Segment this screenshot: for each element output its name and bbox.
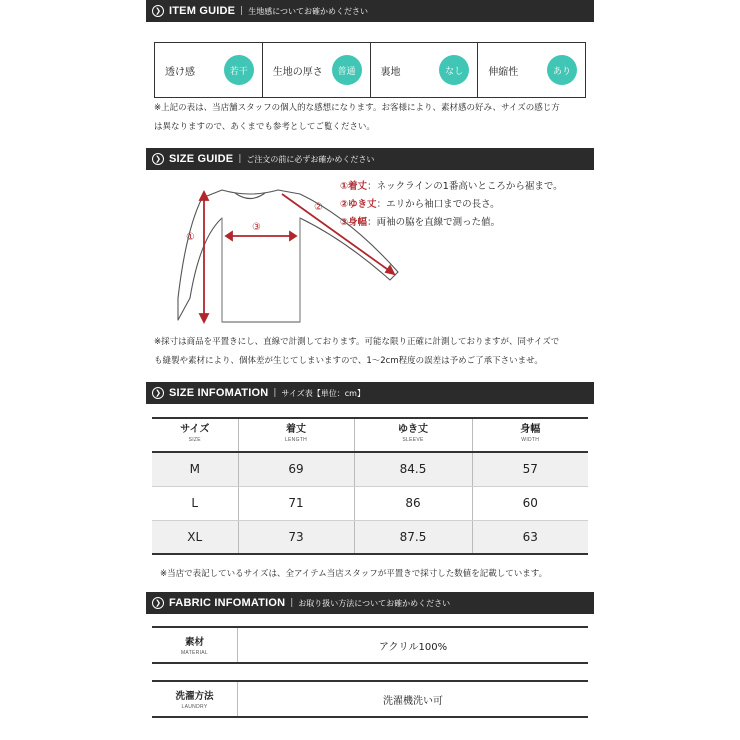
table-row xyxy=(152,520,588,554)
guide-label: 透け感 xyxy=(165,66,195,78)
guide-badge: 普通 xyxy=(332,55,362,85)
cell-size: XL xyxy=(152,520,238,554)
header-length: 着丈 LENGTH xyxy=(238,418,354,452)
cell-size: M xyxy=(152,452,238,486)
fabric-key-en: MATERIAL xyxy=(180,650,209,656)
size-info-note: ※当店で表記しているサイズは、全アイテム当店スタッフが平置きで採寸した数値を記載しています。 xyxy=(160,569,548,579)
cell-sleeve: 87.5 xyxy=(354,520,472,554)
section-title: SIZE INFOMATION xyxy=(169,387,269,399)
guide-label: 裏地 xyxy=(380,66,401,78)
section-subtitle: お取り扱い方法についてお確かめください xyxy=(298,598,451,608)
guide-badge: 若干 xyxy=(224,55,254,85)
guide-label: 伸縮性 xyxy=(488,66,519,78)
item-guide-table xyxy=(154,42,586,98)
guide-cell-thickness xyxy=(263,43,371,97)
header-size: サイズ SIZE xyxy=(180,424,210,443)
fabric-value: 洗濯機洗い可 xyxy=(383,695,443,707)
fabric-value: アクリル100% xyxy=(378,641,448,653)
cell-width: 60 xyxy=(472,486,588,520)
section-title: SIZE GUIDE xyxy=(169,153,234,165)
size-table xyxy=(152,417,588,555)
section-subtitle: サイズ表【単位：cm】 xyxy=(281,388,365,398)
fabric-info-header: ❯ FABRIC INFOMATION | お取り扱い方法についてお確かめください xyxy=(146,592,594,614)
cell-sleeve: 84.5 xyxy=(354,452,472,486)
section-title: FABRIC INFOMATION xyxy=(169,597,286,609)
cell-length: 73 xyxy=(238,520,354,554)
fabric-key: 素材 xyxy=(184,637,204,648)
size-info-header: ❯ SIZE INFOMATION | サイズ表【単位：cm】 xyxy=(146,382,594,404)
cell-sleeve: 86 xyxy=(354,486,472,520)
guide-badge: あり xyxy=(547,55,577,85)
item-guide-note: ※上記の表は、当店舗スタッフの個人的な感想になります。お客様により、素材感の好み、サイズの感じ方 は異なりますので、あくまでも参考としてご覧ください。 xyxy=(154,103,560,132)
guide-badge: なし xyxy=(439,55,469,85)
marker-2: ② xyxy=(314,202,323,213)
guide-cell-stretch xyxy=(478,43,585,97)
header-width: 身幅 WIDTH xyxy=(472,418,588,452)
guide-cell-lining xyxy=(371,43,479,97)
description-sleeve: ②ゆき丈：エリから袖口までの長さ。 xyxy=(340,199,500,210)
guide-cell-sheerness xyxy=(155,43,263,97)
table-header-row xyxy=(152,418,588,452)
item-guide-header: ❯ ITEM GUIDE | 生地感についてお確かめください xyxy=(146,0,594,22)
size-guide-note: ※採寸は商品を平置きにし、直線で計測しております。可能な限り正確に計測しておりますが、同サイズで も縫製や素材により、個体差が生じてしまいますので、1〜2cm程度の誤差は予めご了承下さいませ。 xyxy=(154,337,560,366)
description-length: ①着丈：ネックラインの1番高いところから裾まで。 xyxy=(340,181,563,192)
fabric-key-en: LAUNDRY xyxy=(181,704,208,710)
fabric-row-laundry xyxy=(152,680,588,718)
cell-width: 63 xyxy=(472,520,588,554)
marker-3: ③ xyxy=(252,222,261,233)
section-title: ITEM GUIDE xyxy=(169,5,236,17)
table-row xyxy=(152,452,588,486)
cell-size: L xyxy=(152,486,238,520)
chevron-right-icon: ❯ xyxy=(152,5,164,17)
chevron-right-icon: ❯ xyxy=(152,153,164,165)
chevron-right-icon: ❯ xyxy=(152,597,164,609)
marker-1: ① xyxy=(186,232,195,243)
guide-label: 生地の厚さ xyxy=(272,66,323,78)
section-subtitle: 生地感についてお確かめください xyxy=(248,6,369,16)
cell-length: 71 xyxy=(238,486,354,520)
size-guide-header: ❯ SIZE GUIDE | ご注文の前に必ずお確かめください xyxy=(146,148,594,170)
fabric-key: 洗濯方法 xyxy=(175,691,214,702)
table-row xyxy=(152,486,588,520)
cell-width: 57 xyxy=(472,452,588,486)
description-width: ③身幅：両袖の脇を直線で測った値。 xyxy=(340,217,501,228)
fabric-row-material xyxy=(152,626,588,664)
section-subtitle: ご注文の前に必ずお確かめください xyxy=(246,154,375,164)
cell-length: 69 xyxy=(238,452,354,486)
chevron-right-icon: ❯ xyxy=(152,387,164,399)
header-sleeve: ゆき丈 SLEEVE xyxy=(354,418,472,452)
